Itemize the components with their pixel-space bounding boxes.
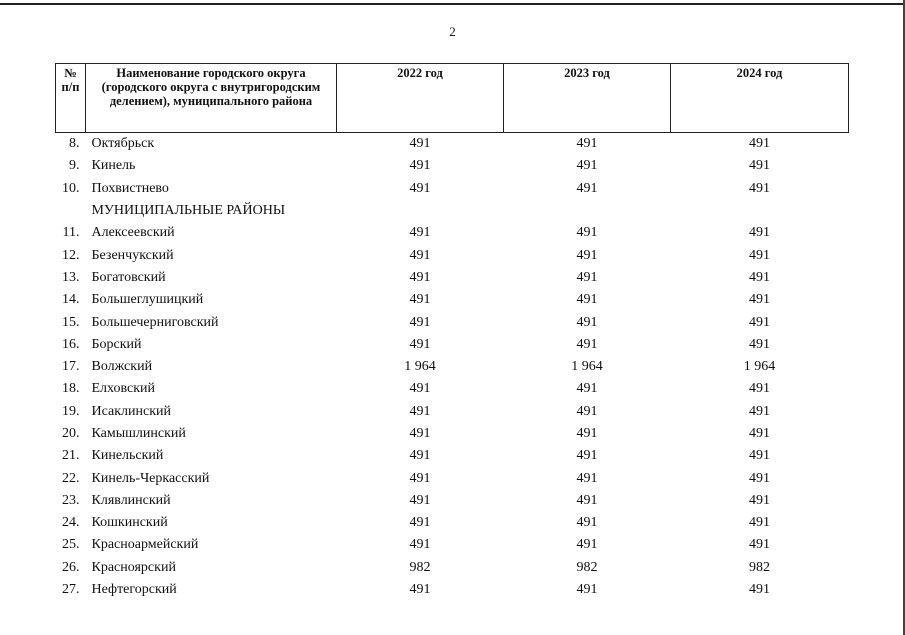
table-row bbox=[56, 178, 849, 200]
row-name: Октябрьск bbox=[91, 136, 155, 152]
table-row bbox=[56, 155, 849, 177]
row-value-2023: 491 bbox=[576, 292, 598, 308]
table-row bbox=[56, 267, 849, 289]
row-number: 24. bbox=[62, 515, 80, 531]
row-value-2024: 491 bbox=[749, 426, 770, 441]
table-row bbox=[56, 133, 849, 156]
row-value-2022: 491 bbox=[409, 470, 431, 486]
row-number: 26. bbox=[62, 559, 80, 575]
row-value-2022: 491 bbox=[409, 492, 431, 508]
row-value-2024: 491 bbox=[749, 158, 770, 174]
row-value-2023: 491 bbox=[576, 247, 598, 263]
row-number: 25. bbox=[62, 537, 80, 553]
row-value-2023: 491 bbox=[576, 314, 598, 330]
row-value-2024: 982 bbox=[749, 559, 770, 575]
row-name: Красноармейский bbox=[91, 537, 199, 553]
row-value-2024: 491 bbox=[749, 582, 770, 598]
row-number: 11. bbox=[62, 225, 80, 241]
row-value-2022: 491 bbox=[409, 292, 431, 308]
row-number: 13. bbox=[62, 269, 80, 285]
row-number: 23. bbox=[62, 492, 80, 508]
row-name: Елховский bbox=[91, 381, 156, 397]
row-value-2022: 1 964 bbox=[404, 359, 436, 375]
row-value-2023: 982 bbox=[576, 559, 598, 575]
row-name: МУНИЦИПАЛЬНЫЕ РАЙОНЫ bbox=[91, 203, 286, 219]
row-value-2022: 491 bbox=[409, 582, 431, 598]
row-value-2022: 491 bbox=[409, 426, 431, 441]
row-value-2024: 491 bbox=[749, 136, 770, 152]
row-value-2023: 491 bbox=[576, 426, 598, 441]
row-name: Нефтегорский bbox=[91, 582, 177, 598]
row-name: Кошкинский bbox=[91, 515, 168, 531]
table-row bbox=[56, 378, 849, 400]
row-value-2022: 491 bbox=[409, 515, 431, 531]
table-row bbox=[56, 512, 849, 534]
row-value-2023: 491 bbox=[576, 582, 598, 598]
header-2022: 2022 год bbox=[337, 64, 504, 133]
header-2023: 2023 год bbox=[504, 64, 671, 133]
row-value-2023: 1 964 bbox=[571, 359, 603, 375]
row-name: Красноярский bbox=[91, 559, 176, 575]
row-value-2024: 1 964 bbox=[743, 359, 776, 375]
table-row bbox=[56, 423, 849, 445]
row-number: 20. bbox=[62, 426, 80, 441]
row-number: 14. bbox=[62, 292, 80, 308]
row-name: Волжский bbox=[91, 359, 153, 375]
row-value-2022: 491 bbox=[409, 381, 431, 397]
row-name: Безенчукский bbox=[91, 247, 174, 263]
row-number: 27. bbox=[62, 582, 80, 598]
row-value-2023: 491 bbox=[576, 381, 598, 397]
row-number: 16. bbox=[62, 336, 80, 352]
row-name: Борский bbox=[91, 336, 142, 352]
row-value-2022: 491 bbox=[409, 225, 431, 241]
row-value-2023: 491 bbox=[576, 537, 598, 553]
row-number: 22. bbox=[62, 470, 80, 486]
row-value-2023: 491 bbox=[576, 470, 598, 486]
row-value-2023: 491 bbox=[576, 180, 598, 196]
row-value-2024: 491 bbox=[749, 492, 770, 508]
section-row bbox=[56, 200, 849, 222]
row-number: 8. bbox=[69, 136, 80, 152]
row-value-2022 bbox=[337, 200, 504, 222]
row-value-2023: 491 bbox=[576, 225, 598, 241]
row-value-2024: 491 bbox=[749, 180, 770, 196]
row-number: 17. bbox=[62, 359, 80, 375]
table-row bbox=[56, 244, 849, 266]
row-value-2022: 491 bbox=[409, 403, 431, 419]
row-number: 15. bbox=[62, 314, 80, 330]
row-name: Большечерниговский bbox=[91, 314, 219, 330]
row-value-2023: 491 bbox=[576, 158, 598, 174]
header-num: № п/п bbox=[56, 64, 86, 133]
row-value-2023: 491 bbox=[576, 403, 598, 419]
row-number: 19. bbox=[62, 403, 80, 419]
row-value-2022: 491 bbox=[409, 269, 431, 285]
page-number: 2 bbox=[449, 24, 456, 39]
table-row bbox=[56, 289, 849, 311]
row-value-2022: 491 bbox=[409, 180, 431, 196]
row-value-2023: 491 bbox=[576, 448, 598, 464]
row-value-2024: 491 bbox=[749, 537, 770, 553]
row-value-2024: 491 bbox=[749, 470, 770, 486]
row-name: Похвистнево bbox=[91, 180, 169, 196]
table-row bbox=[56, 401, 849, 423]
row-name: Исаклинский bbox=[91, 403, 171, 419]
top-scan-rule bbox=[0, 3, 905, 5]
row-value-2024: 491 bbox=[749, 336, 770, 352]
row-value-2024: 491 bbox=[749, 515, 770, 531]
row-value-2023: 491 bbox=[576, 336, 598, 352]
row-value-2024: 491 bbox=[749, 247, 770, 263]
row-value-2024: 491 bbox=[749, 269, 770, 285]
table-row bbox=[56, 334, 849, 356]
row-value-2024: 491 bbox=[749, 314, 770, 330]
row-value-2024: 491 bbox=[749, 448, 770, 464]
table-row bbox=[56, 311, 849, 333]
table-row bbox=[56, 356, 849, 378]
row-value-2023: 491 bbox=[576, 492, 598, 508]
row-value-2022: 982 bbox=[409, 559, 431, 575]
header-row bbox=[56, 64, 849, 133]
row-value-2023: 491 bbox=[576, 515, 598, 531]
row-value-2022: 491 bbox=[409, 314, 431, 330]
row-value-2023: 491 bbox=[576, 136, 598, 152]
table-row bbox=[56, 490, 849, 512]
table-row bbox=[56, 222, 849, 244]
row-value-2024: 491 bbox=[749, 225, 770, 241]
row-value-2022: 491 bbox=[409, 158, 431, 174]
row-name: Клявлинский bbox=[91, 492, 171, 508]
row-name: Большеглушицкий bbox=[91, 292, 204, 308]
table-row bbox=[56, 467, 849, 489]
row-value-2024: 491 bbox=[749, 403, 770, 419]
row-number bbox=[56, 200, 86, 222]
row-value-2022: 491 bbox=[409, 448, 431, 464]
row-number: 12. bbox=[62, 247, 80, 263]
row-value-2022: 491 bbox=[409, 537, 431, 553]
row-number: 10. bbox=[62, 180, 80, 196]
table-row bbox=[56, 445, 849, 467]
header-name: Наименование городского округа (городского округа с внутригородским делением), муниципального района bbox=[86, 64, 337, 133]
table-body bbox=[56, 133, 849, 602]
allocation-table bbox=[55, 63, 849, 601]
row-number: 18. bbox=[62, 381, 80, 397]
row-name: Алексеевский bbox=[91, 225, 175, 241]
row-name: Кинельский bbox=[91, 448, 164, 464]
row-name: Богатовский bbox=[91, 269, 166, 285]
row-name: Кинель-Черкасский bbox=[91, 470, 210, 486]
row-name: Камышлинский bbox=[91, 426, 186, 441]
table-row bbox=[56, 579, 849, 601]
table-header bbox=[56, 64, 849, 133]
table-row bbox=[56, 557, 849, 579]
row-value-2022: 491 bbox=[409, 247, 431, 263]
row-number: 21. bbox=[62, 448, 80, 464]
row-value-2022: 491 bbox=[409, 136, 431, 152]
row-value-2024 bbox=[671, 200, 849, 222]
row-name: Кинель bbox=[91, 158, 136, 174]
row-value-2024: 491 bbox=[749, 292, 770, 308]
row-value-2023 bbox=[504, 200, 671, 222]
row-value-2023: 491 bbox=[576, 269, 598, 285]
table-row bbox=[56, 534, 849, 556]
row-value-2024: 491 bbox=[749, 381, 770, 397]
header-2024: 2024 год bbox=[671, 64, 849, 133]
row-value-2022: 491 bbox=[409, 336, 431, 352]
row-number: 9. bbox=[69, 158, 80, 174]
